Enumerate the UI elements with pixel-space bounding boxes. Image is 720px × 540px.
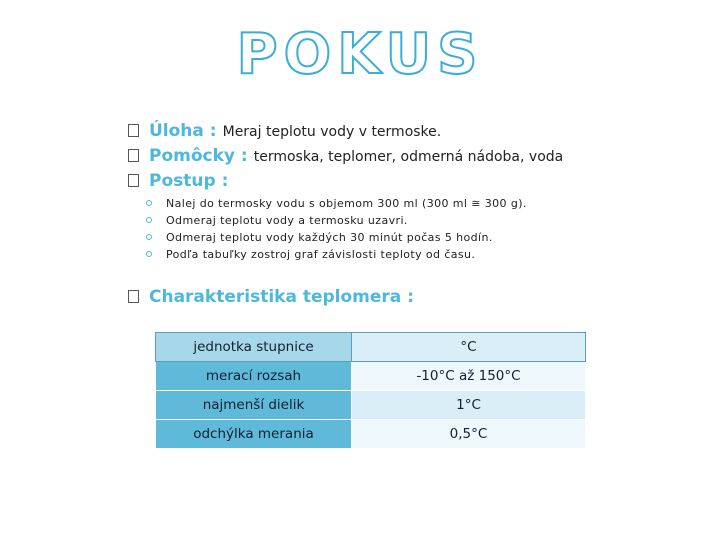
procedure-step: Nalej do termosky vodu s objemom 300 ml (300 ml ≅ 300 g).: [146, 197, 527, 210]
step-bullet-icon: [146, 217, 152, 223]
step-bullet-icon: [146, 234, 152, 240]
table-key: jednotka stupnice: [156, 333, 352, 362]
bullet-box-icon: [128, 290, 139, 303]
characteristics-row: [128, 287, 414, 307]
procedure-step: Odmeraj teplotu vody a termosku uzavri.: [146, 214, 408, 227]
table-key: odchýlka merania: [156, 420, 352, 449]
task-value: Meraj teplotu vody v termoske.: [222, 124, 442, 140]
bullet-box-icon: [128, 174, 139, 187]
tools-label: Pomôcky :: [149, 146, 248, 166]
tools-value: termoska, teplomer, odmerná nádoba, voda: [253, 149, 564, 165]
page-title: POKUS: [236, 22, 484, 87]
table-value: 0,5°C: [352, 420, 586, 449]
table-value: °C: [352, 333, 586, 362]
table-row: [156, 391, 586, 420]
task-label: Úloha :: [149, 121, 217, 141]
table-row: [156, 333, 586, 362]
characteristics-label: Charakteristika teplomera :: [149, 287, 414, 307]
table-key: merací rozsah: [156, 362, 352, 391]
thermometer-spec-table: [155, 332, 586, 449]
step-bullet-icon: [146, 251, 152, 257]
procedure-step: Podľa tabuľky zostroj graf závislosti teploty od času.: [146, 248, 475, 261]
bullet-box-icon: [128, 124, 139, 137]
task-row: [128, 121, 441, 141]
table-value: 1°C: [352, 391, 586, 420]
step-bullet-icon: [146, 200, 152, 206]
bullet-box-icon: [128, 149, 139, 162]
procedure-row: [128, 171, 228, 191]
table-key: najmenší dielik: [156, 391, 352, 420]
procedure-step: Odmeraj teplotu vody každých 30 minút počas 5 hodín.: [146, 231, 493, 244]
table-value: -10°C až 150°C: [352, 362, 586, 391]
procedure-label: Postup :: [149, 171, 229, 191]
tools-row: [128, 146, 563, 166]
table-row: [156, 362, 586, 391]
table-row: [156, 420, 586, 449]
